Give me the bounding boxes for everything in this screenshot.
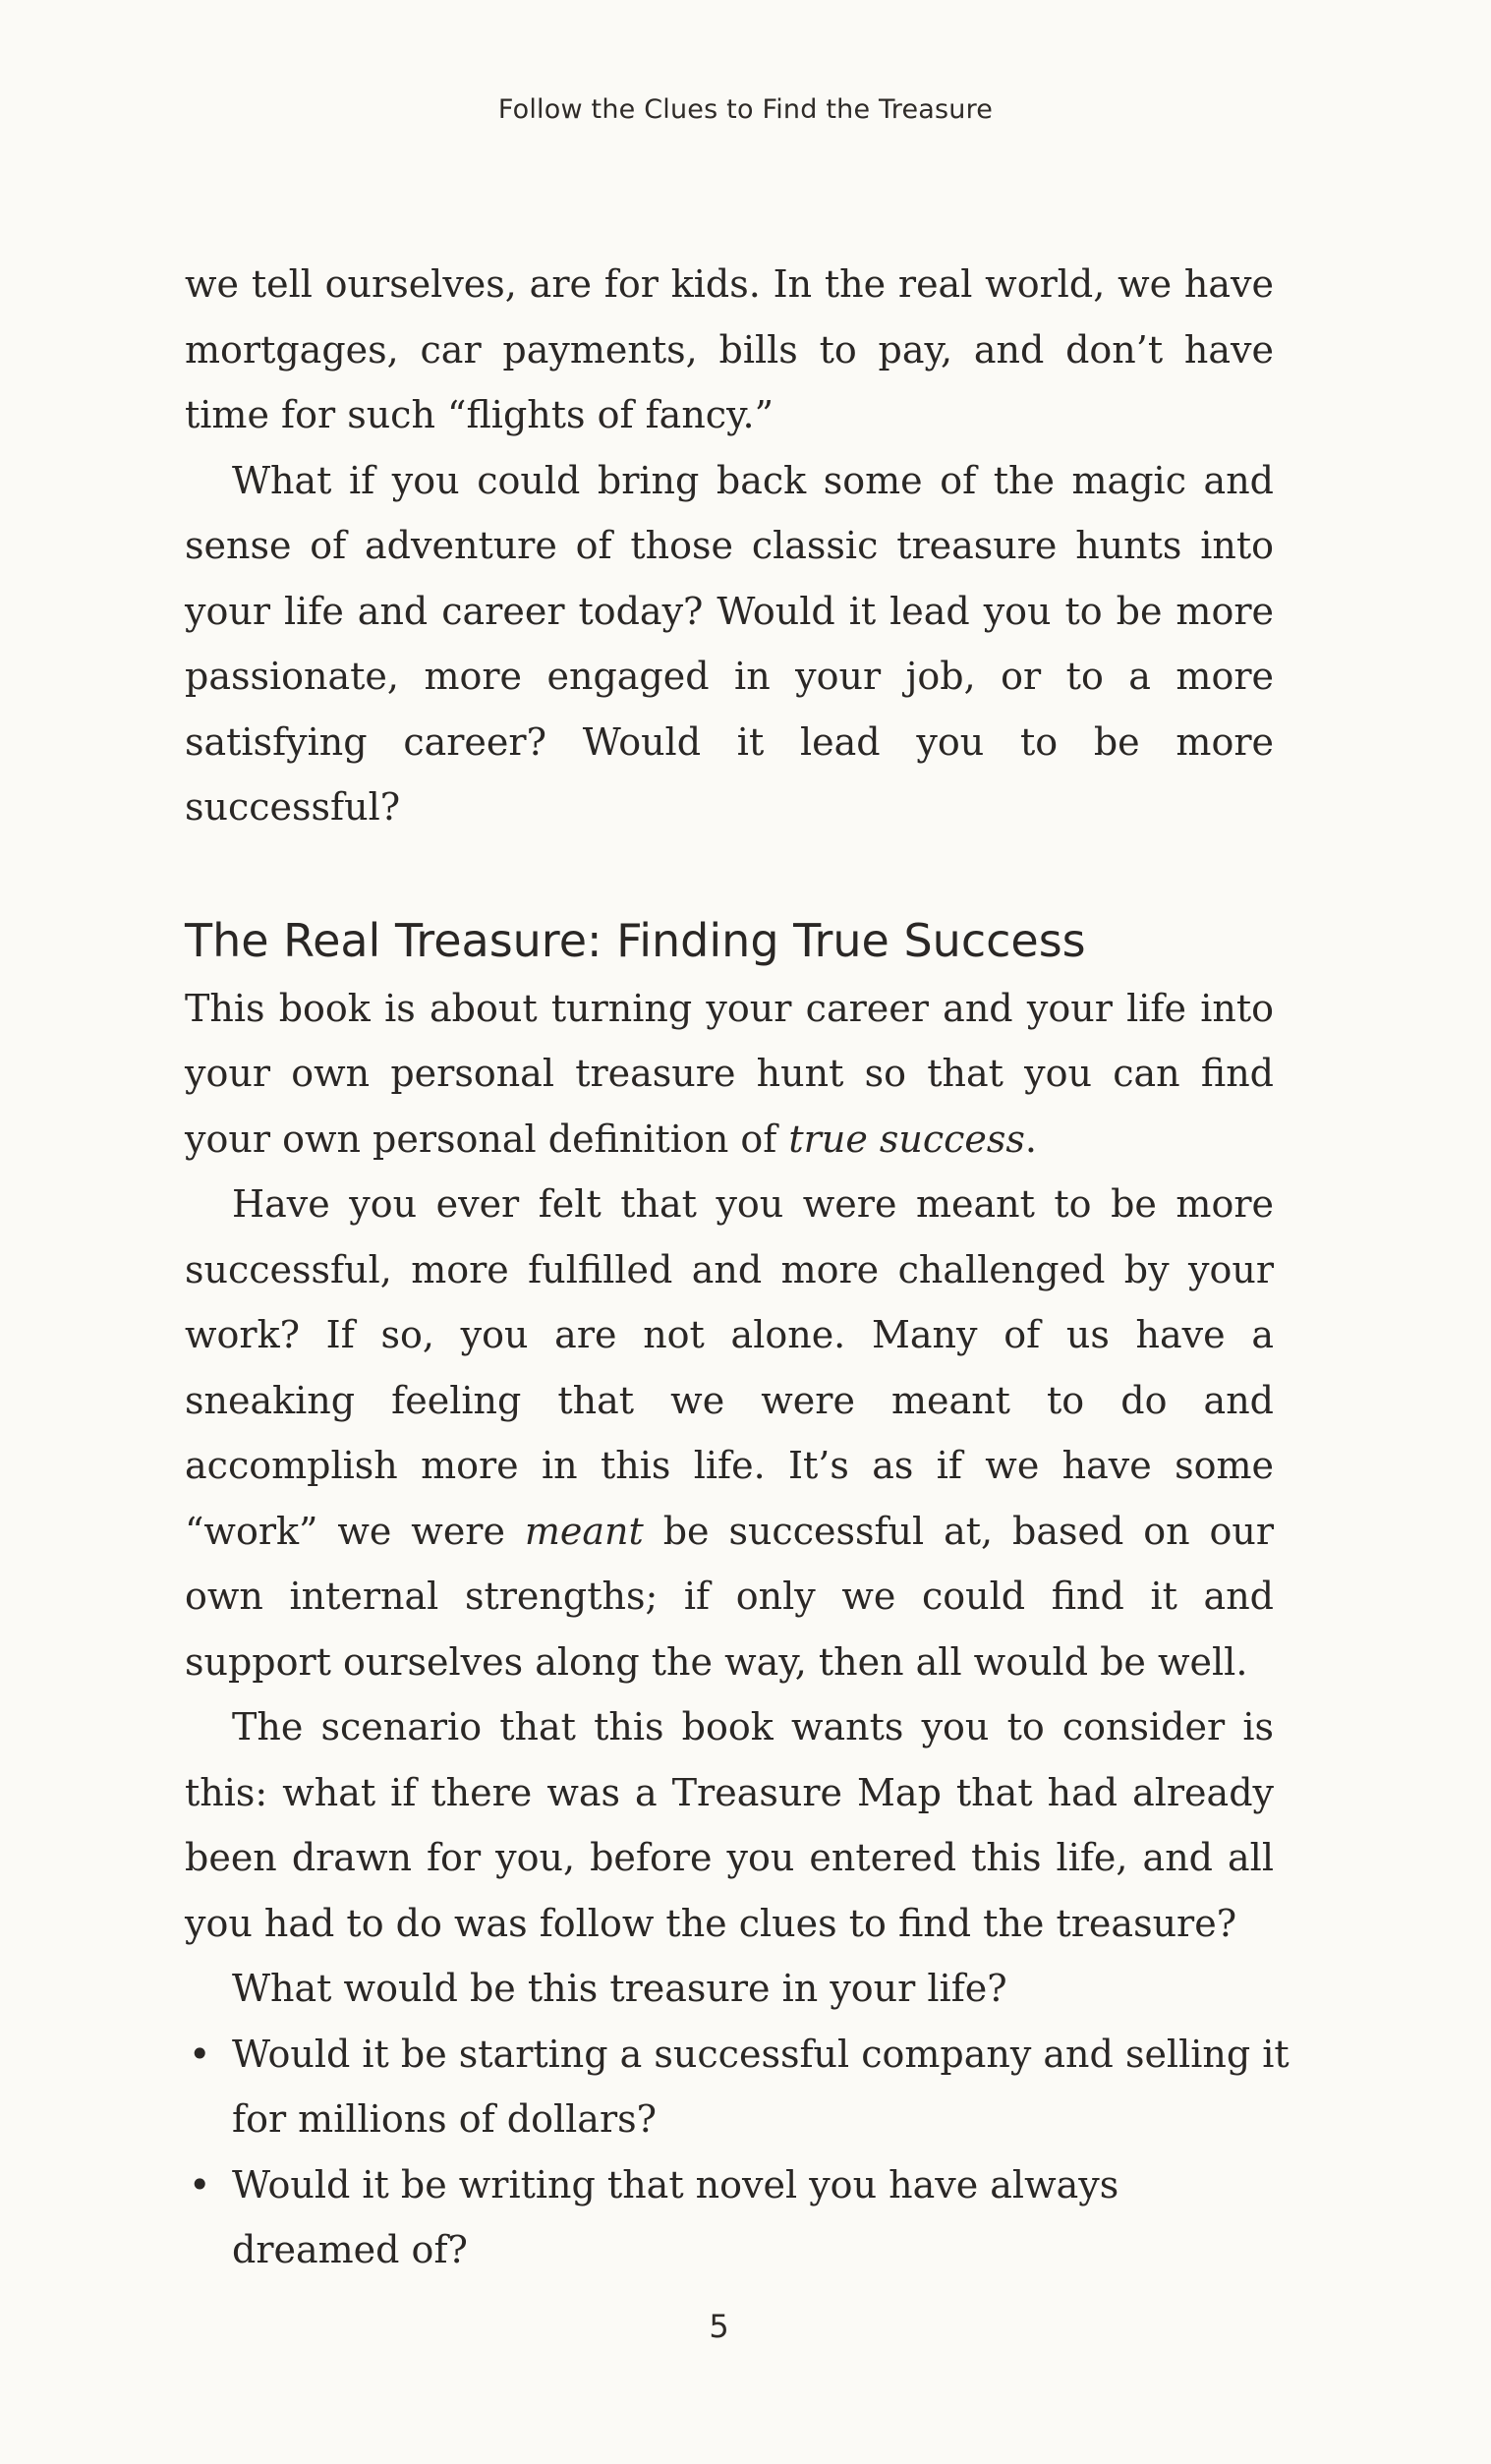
list-item [185, 2152, 1293, 2283]
paragraph-meant-text-a: Have you ever felt that you were meant to be more successful, more fulfilled and more challenged by your work? If so, you are not alone. Many of us have a sneaking feeling that we were meant to do and accomplish more in this life. It’s as if we have some “work” we were [185, 1182, 1274, 1553]
page-body [185, 252, 1290, 2283]
bullet-icon: • [189, 2032, 211, 2076]
paragraph-book-about [185, 976, 1274, 1173]
paragraph-continued: we tell ourselves, are for kids. In the real world, we have mortgages, car payments, bills to pay, and don’t have time for such “flights of fancy.” [185, 262, 1274, 436]
question-line: What would be this treasure in your life? [232, 1967, 1007, 2010]
page-number: 5 [709, 2308, 729, 2345]
paragraph-meant-to-be [185, 1172, 1274, 1694]
paragraph-scenario: The scenario that this book wants you to consider is this: what if there was a Treasure Map that had already been drawn for you, before you entered this life, and all you had to do was follow the clues to find the treasure? [185, 1705, 1274, 1945]
paragraph-book-about-text: This book is about turning your career and your life into your own personal treasure hunt so that you can find your own personal definition of [185, 986, 1274, 1161]
running-head: Follow the Clues to Find the Treasure [497, 94, 994, 125]
paragraph-magic: What if you could bring back some of the magic and sense of adventure of those classic treasure hunts into your life and career today? Would it lead you to be more passionate, more engaged in your job, or to a more satisfying career? Would it lead you to be more successful? [185, 458, 1274, 829]
paragraph-book-about-end: . [1024, 1117, 1038, 1161]
bullet-text: Would it be starting a successful company and selling it for millions of dollars? [232, 2032, 1290, 2141]
emphasis-meant: meant [524, 1509, 644, 1553]
paragraph-meant-text-b: be successful at, based on our own internal strengths; if only we could find it and support ourselves along the way, then all would be well. [185, 1509, 1274, 1684]
bullet-icon: • [189, 2162, 211, 2206]
bullet-list [185, 2022, 1290, 2283]
bullet-text: Would it be writing that novel you have always dreamed of? [232, 2162, 1119, 2271]
list-item [185, 2022, 1293, 2152]
emphasis-true-success: true success [788, 1117, 1025, 1161]
section-heading: The Real Treasure: Finding True Success [185, 913, 1086, 967]
